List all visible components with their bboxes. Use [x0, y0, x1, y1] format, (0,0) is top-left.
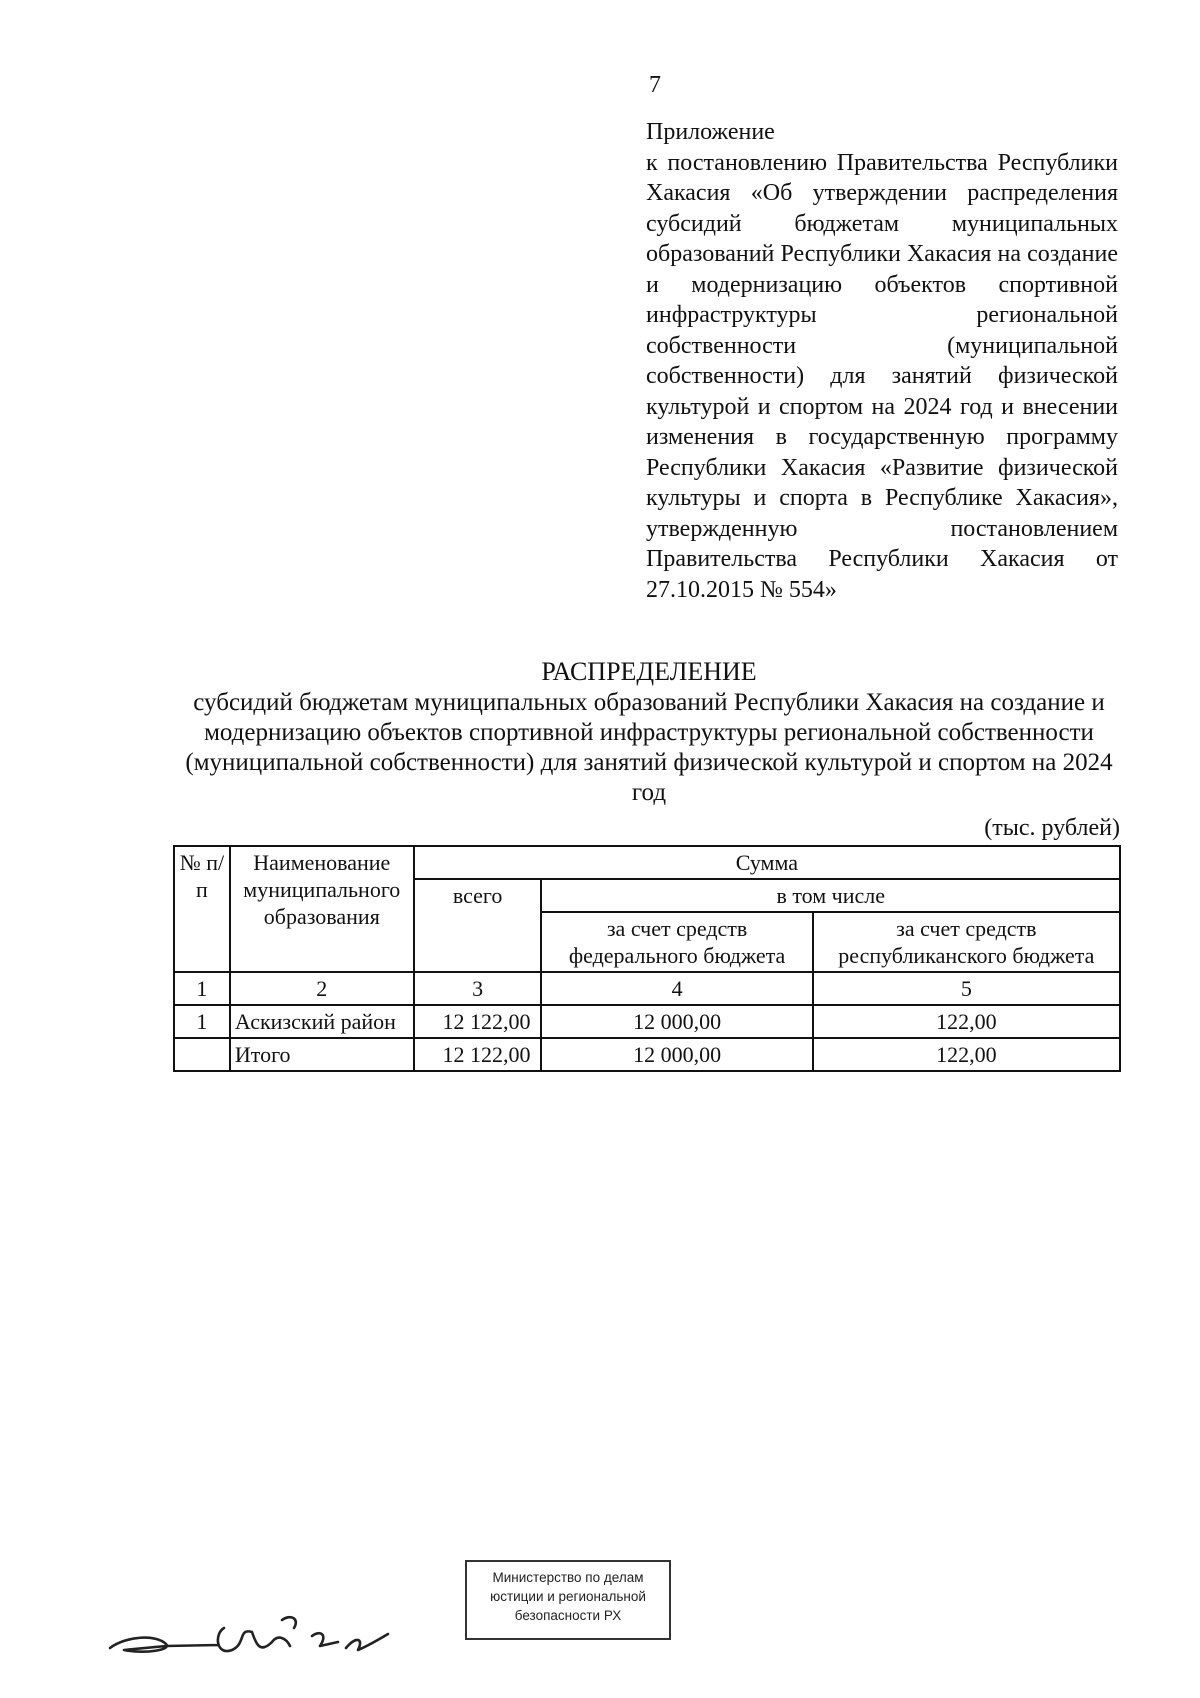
header-federal: за счет средств федерального бюджета [541, 912, 812, 972]
page-number: 7 [649, 72, 661, 98]
document-title: РАСПРЕДЕЛЕНИЕ [541, 657, 757, 686]
signature-icon [106, 1598, 416, 1668]
row-federal: 12 000,00 [541, 1005, 812, 1038]
row-republic: 122,00 [813, 1038, 1120, 1071]
appendix-title: Приложение [646, 119, 775, 145]
registration-stamp [465, 1560, 671, 1640]
table-header-row [174, 846, 1120, 879]
row-republic: 122,00 [813, 1005, 1120, 1038]
row-name: Аскизский район [230, 1005, 414, 1038]
column-number: 2 [230, 972, 414, 1005]
header-total: всего [414, 879, 542, 972]
header-num: № п/п [174, 846, 230, 972]
row-total: 12 122,00 [414, 1005, 542, 1038]
row-federal: 12 000,00 [541, 1038, 812, 1071]
table-row [174, 1005, 1120, 1038]
header-name: Наименование муниципального образования [230, 846, 414, 972]
appendix-text: к постановлению Правительства Республики Хакасия «Об утверждении распределения субсидий бюджетам муниципальных образований Республики Хакасия на создание и модернизацию объектов спортивной инфраструктуры региональной собственности (муниципальной собственности) для занятий физической культурой и спортом на 2024 год и внесении изменения в государственную программу Республики Хакасия «Развитие физической культуры и спорта в Республике Хакасия», утвержденную постановлением Правительства Республики Хакасия от 27.10.2015 № 554» [646, 149, 1118, 603]
header-including: в том числе [541, 879, 1120, 912]
column-number: 4 [541, 972, 812, 1005]
row-num [174, 1038, 230, 1071]
stamp-line: юстиции и региональной [490, 1589, 646, 1604]
table-row-total [174, 1038, 1120, 1071]
document-subtitle: субсидий бюджетам муниципальных образований Республики Хакасия на создание и модернизацию объектов спортивной инфраструктуры региональной собственности (муниципальной собственности) для занятий физической культурой и спортом на 2024 год [185, 689, 1113, 806]
column-number-row [174, 972, 1120, 1005]
stamp-line: безопасности РХ [514, 1608, 622, 1623]
document-heading [176, 657, 1122, 808]
stamp-line: Министерство по делам [492, 1570, 644, 1585]
header-republic: за счет средств республиканского бюджета [813, 912, 1120, 972]
header-sum: Сумма [414, 846, 1120, 879]
row-total: 12 122,00 [414, 1038, 542, 1071]
column-number: 3 [414, 972, 542, 1005]
subsidy-table [173, 845, 1121, 1072]
column-number: 5 [813, 972, 1120, 1005]
row-num: 1 [174, 1005, 230, 1038]
column-number: 1 [174, 972, 230, 1005]
appendix-block [646, 117, 1118, 605]
units-label: (тыс. рублей) [984, 815, 1120, 841]
row-name: Итого [230, 1038, 414, 1071]
